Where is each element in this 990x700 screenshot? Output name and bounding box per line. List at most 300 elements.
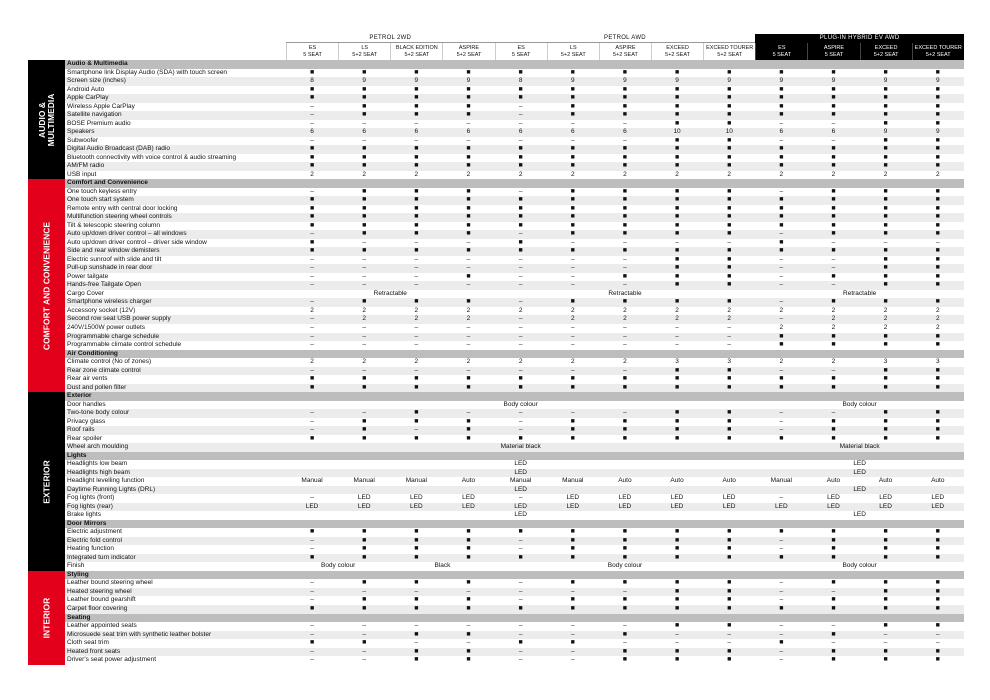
spec-span-cell: Material black — [500, 443, 541, 451]
spec-cell: ■ — [466, 596, 471, 604]
spec-label: Fog lights (front) — [67, 494, 115, 502]
spec-cell: ■ — [622, 528, 628, 536]
spec-cell: 10 — [725, 128, 733, 136]
spec-cell: ■ — [831, 553, 836, 561]
spec-cell: ■ — [518, 238, 523, 246]
section-comfort-and-convenience — [28, 179, 964, 392]
spec-cell: 8 — [518, 77, 523, 85]
spec-values — [286, 256, 964, 265]
spec-row — [28, 409, 964, 418]
spec-values — [286, 622, 964, 631]
spec-cell: ■ — [831, 213, 836, 221]
spec-cell: ■ — [466, 102, 471, 110]
spec-cell: Auto — [670, 477, 684, 485]
spec-cell: ■ — [622, 434, 628, 442]
spec-label: Remote entry with central door locking — [67, 204, 178, 212]
spec-cell: – — [623, 281, 627, 289]
variant-seats: 5+2 SEAT — [352, 51, 378, 58]
spec-cell: ■ — [831, 298, 836, 306]
spec-cell: ■ — [570, 528, 575, 536]
spec-cell: ■ — [622, 579, 628, 587]
spec-cell: ■ — [518, 528, 523, 536]
spec-cell: – — [362, 409, 367, 417]
spec-cell: 9 — [831, 77, 836, 85]
spec-cell: – — [831, 264, 836, 272]
spec-cell: – — [570, 647, 575, 655]
spec-cell: ■ — [883, 417, 888, 425]
spec-cell: ■ — [362, 68, 367, 76]
spec-cell: ■ — [674, 383, 680, 391]
spec-cell: – — [310, 366, 314, 374]
spec-cell: ■ — [674, 264, 680, 272]
spec-cell: ■ — [362, 187, 367, 195]
spec-cell: – — [518, 102, 523, 110]
spec-values — [286, 648, 964, 657]
spec-label: Side and rear window demisters — [67, 247, 160, 255]
spec-cell: ■ — [674, 528, 680, 536]
variant-header-4 — [495, 43, 547, 60]
spec-cell: ■ — [362, 221, 367, 229]
subsection-header — [28, 179, 964, 188]
subsection-title: Comfort and Convenience — [67, 179, 148, 187]
spec-cell: ■ — [570, 247, 575, 255]
spec-label: Leather appointed seats — [67, 622, 137, 630]
spec-cell: – — [518, 536, 523, 544]
spec-cell: ■ — [414, 630, 419, 638]
spec-cell: ■ — [309, 213, 315, 221]
subsection-header — [28, 520, 964, 529]
spec-label: Privacy glass — [67, 417, 106, 425]
spec-row — [28, 103, 964, 112]
spec-cell: 9 — [362, 77, 367, 85]
variant-name: EXCEED — [666, 44, 689, 51]
spec-cell: ■ — [883, 383, 888, 391]
variant-name: EXCEED — [874, 44, 898, 51]
spec-values — [286, 77, 964, 86]
spec-cell: – — [570, 366, 575, 374]
spec-label: Fog lights (rear) — [67, 502, 113, 510]
spec-cell: ■ — [622, 647, 628, 655]
spec-cell: ■ — [831, 204, 836, 212]
spec-cell: ■ — [883, 434, 888, 442]
spec-cell: ■ — [570, 102, 575, 110]
spec-cell: – — [779, 647, 784, 655]
spec-cell: – — [623, 255, 627, 263]
spec-cell: 2 — [883, 306, 888, 314]
spec-label: Electric adjustment — [67, 528, 122, 536]
spec-cell: – — [518, 579, 523, 587]
spec-cell: – — [623, 409, 627, 417]
spec-cell: ■ — [727, 383, 732, 391]
spec-cell: – — [362, 136, 367, 144]
spec-cell: ■ — [935, 281, 940, 289]
spec-values — [286, 307, 964, 316]
spec-cell: – — [414, 136, 419, 144]
spec-cell: ■ — [883, 298, 888, 306]
spec-cell: ■ — [831, 579, 836, 587]
spec-cell: ■ — [779, 68, 784, 76]
spec-cell: – — [831, 366, 836, 374]
spec-cell: ■ — [883, 366, 888, 374]
spec-span-cell: Body colour — [320, 562, 356, 570]
spec-cell: ■ — [727, 255, 732, 263]
spec-cell: ■ — [779, 85, 784, 93]
spec-values — [286, 554, 964, 563]
spec-cell: – — [518, 315, 523, 323]
spec-label: Speakers — [67, 128, 95, 136]
spec-cell: ■ — [414, 528, 419, 536]
spec-values — [286, 656, 964, 665]
variant-name: ES — [517, 44, 525, 51]
spec-cell: ■ — [414, 221, 419, 229]
spec-row — [28, 94, 964, 103]
spec-cell: ■ — [831, 341, 836, 349]
spec-cell: ■ — [831, 247, 836, 255]
variant-seats: 5+2 SEAT — [873, 51, 899, 58]
spec-cell: ■ — [674, 213, 680, 221]
variant-name: ASPIRE — [615, 44, 636, 51]
spec-span-cell: LED — [853, 468, 866, 476]
spec-cell: ■ — [622, 153, 628, 161]
spec-label: Dust and pollen filter — [67, 383, 127, 391]
spec-cell: – — [518, 630, 523, 638]
spec-cell: ■ — [674, 162, 680, 170]
spec-label: Headlights low beam — [67, 460, 128, 468]
spec-values — [286, 222, 964, 231]
spec-cell: ■ — [518, 162, 523, 170]
spec-cell: ■ — [362, 247, 367, 255]
spec-row — [28, 545, 964, 554]
spec-cell: ■ — [414, 94, 419, 102]
spec-cell: – — [623, 332, 627, 340]
spec-cell: ■ — [779, 332, 784, 340]
spec-cell: – — [414, 272, 419, 280]
spec-cell: ■ — [727, 264, 732, 272]
spec-cell: 6 — [466, 128, 471, 136]
spec-row — [28, 384, 964, 393]
spec-cell: – — [518, 656, 523, 664]
spec-row — [28, 333, 964, 342]
spec-cell: ■ — [674, 145, 680, 153]
spec-cell: ■ — [883, 221, 888, 229]
spec-cell: – — [466, 281, 471, 289]
spec-cell: – — [675, 639, 679, 647]
spec-values — [286, 562, 964, 571]
spec-label: Accessory socket (12V) — [67, 306, 136, 314]
spec-cell: ■ — [727, 213, 732, 221]
spec-cell: ■ — [831, 426, 836, 434]
spec-cell: ■ — [622, 298, 628, 306]
spec-cell: ■ — [727, 375, 732, 383]
spec-cell: ■ — [674, 94, 680, 102]
spec-span-cell: Black — [434, 562, 451, 570]
spec-cell: – — [570, 281, 575, 289]
section-interior — [28, 571, 964, 665]
spec-cell: – — [570, 238, 575, 246]
spec-cell: – — [466, 587, 471, 595]
spec-cell: ■ — [883, 272, 888, 280]
spec-cell: ■ — [570, 196, 575, 204]
spec-cell: – — [362, 332, 367, 340]
spec-cell: ■ — [309, 238, 315, 246]
spec-cell: Manual — [353, 477, 375, 485]
spec-cell: ■ — [362, 553, 367, 561]
spec-cell: ■ — [883, 162, 888, 170]
spec-cell: ■ — [779, 162, 784, 170]
spec-cell: ■ — [935, 187, 940, 195]
spec-cell: – — [570, 264, 575, 272]
spec-cell: ■ — [362, 596, 367, 604]
spec-cell: 2 — [883, 315, 888, 323]
spec-cell: – — [779, 596, 784, 604]
spec-row — [28, 588, 964, 597]
spec-cell: ■ — [674, 187, 680, 195]
spec-span-cell: Retractable — [373, 289, 407, 297]
spec-cell: 2 — [623, 170, 627, 178]
spec-cell: ■ — [674, 366, 680, 374]
spec-cell: ■ — [570, 383, 575, 391]
spec-cell: – — [362, 264, 367, 272]
subsection-header — [28, 571, 964, 580]
variant-seats: 5+2 SEAT — [404, 51, 430, 58]
spec-label: USB input — [67, 170, 97, 178]
spec-label: Screen size (inches) — [67, 77, 126, 85]
spec-span-cell: Retractable — [843, 289, 877, 297]
spec-cell: 2 — [570, 306, 575, 314]
spec-cell: – — [779, 272, 784, 280]
spec-span-cell: Retractable — [608, 289, 642, 297]
spec-cell: LED — [462, 494, 475, 502]
spec-values — [286, 333, 964, 342]
spec-cell: ■ — [466, 272, 471, 280]
variant-header-9 — [755, 43, 807, 60]
spec-cell: – — [518, 494, 523, 502]
spec-cell: – — [414, 332, 419, 340]
spec-cell: ■ — [570, 162, 575, 170]
spec-cell: 2 — [518, 170, 523, 178]
spec-cell: ■ — [935, 656, 940, 664]
spec-cell: – — [779, 136, 784, 144]
spec-cell: ■ — [622, 221, 628, 229]
spec-row — [28, 596, 964, 605]
section-band — [28, 179, 65, 392]
spec-cell: ■ — [362, 383, 367, 391]
spec-cell: LED — [827, 502, 840, 510]
spec-cell: ■ — [674, 247, 680, 255]
section-title: INTERIOR — [41, 597, 51, 639]
section-audio-multimedia — [28, 60, 964, 179]
spec-cell: 3 — [883, 358, 888, 366]
spec-cell: – — [466, 341, 471, 349]
spec-cell: ■ — [727, 605, 732, 612]
spec-cell: ■ — [727, 536, 732, 544]
spec-cell: ■ — [518, 553, 523, 561]
spec-cell: 2 — [831, 306, 836, 314]
spec-row — [28, 605, 964, 614]
spec-cell: – — [362, 238, 367, 246]
spec-cell: – — [310, 323, 314, 331]
section-exterior — [28, 392, 964, 571]
spec-cell: ■ — [570, 426, 575, 434]
spec-values — [286, 247, 964, 256]
spec-cell: ■ — [831, 196, 836, 204]
spec-cell: LED — [775, 502, 788, 510]
variant-header-row — [286, 43, 964, 60]
spec-cell: ■ — [466, 187, 471, 195]
spec-cell: – — [310, 332, 314, 340]
spec-label: Digital Audio Broadcast (DAB) radio — [67, 145, 170, 153]
spec-values — [286, 154, 964, 163]
spec-values — [286, 128, 964, 137]
spec-cell: – — [310, 341, 314, 349]
spec-cell: ■ — [935, 264, 940, 272]
spec-cell: ■ — [935, 426, 940, 434]
spec-cell: 2 — [727, 315, 731, 323]
spec-cell: – — [623, 341, 627, 349]
spec-cell: ■ — [935, 153, 940, 161]
spec-label: Wheel arch moulding — [67, 443, 129, 451]
spec-cell: – — [623, 639, 627, 647]
spec-cell: ■ — [831, 68, 836, 76]
spec-cell: – — [362, 323, 367, 331]
spec-span-cell: Body colour — [842, 400, 877, 408]
spec-row — [28, 205, 964, 214]
spec-row — [28, 239, 964, 248]
spec-values — [286, 486, 964, 495]
spec-cell: ■ — [570, 221, 575, 229]
spec-cell: ■ — [831, 162, 836, 170]
spec-cell: ■ — [779, 94, 784, 102]
spec-cell: ■ — [309, 528, 315, 536]
spec-values — [286, 631, 964, 640]
spec-cell: ■ — [935, 409, 940, 417]
spec-cell: – — [831, 639, 836, 647]
spec-cell: ■ — [466, 383, 471, 391]
spec-cell: – — [570, 272, 575, 280]
spec-cell: ■ — [935, 536, 940, 544]
spec-cell: – — [518, 622, 523, 630]
spec-cell: ■ — [779, 204, 784, 212]
spec-cell: ■ — [466, 426, 471, 434]
spec-label: Climate control (No of zones) — [67, 358, 152, 366]
spec-row — [28, 401, 964, 410]
spec-cell: ■ — [831, 383, 836, 391]
spec-cell: 2 — [831, 358, 836, 366]
spec-cell: – — [779, 298, 784, 306]
spec-cell: ■ — [727, 366, 732, 374]
spec-cell: ■ — [518, 68, 523, 76]
spec-cell: ■ — [727, 221, 732, 229]
spec-cell: 2 — [518, 306, 523, 314]
spec-cell: ■ — [883, 102, 888, 110]
spec-cell: 2 — [675, 170, 679, 178]
spec-cell: ■ — [570, 213, 575, 221]
spec-row — [28, 264, 964, 273]
spec-cell: LED — [566, 494, 580, 502]
spec-cell: ■ — [727, 153, 732, 161]
spec-cell: ■ — [570, 94, 575, 102]
spec-cell: ■ — [883, 230, 888, 238]
spec-cell: 9 — [779, 77, 784, 85]
variant-seats: 5+2 SEAT — [717, 51, 743, 58]
spec-cell: – — [570, 630, 575, 638]
spec-cell: – — [518, 136, 523, 144]
spec-cell: ■ — [779, 153, 784, 161]
spec-cell: ■ — [309, 196, 315, 204]
spec-label: Multifunction steering wheel controls — [67, 213, 172, 221]
spec-cell: ■ — [518, 213, 523, 221]
group-header-row — [286, 34, 964, 43]
spec-values — [286, 205, 964, 214]
spec-cell: – — [362, 255, 367, 263]
spec-cell: ■ — [674, 119, 680, 127]
spec-cell: – — [518, 323, 523, 331]
spec-cell: – — [883, 630, 888, 638]
spec-cell: ■ — [518, 85, 523, 93]
spec-cell: ■ — [831, 187, 836, 195]
spec-cell: LED — [305, 502, 319, 510]
spec-cell: LED — [618, 494, 632, 502]
spec-cell: ■ — [622, 247, 628, 255]
spec-cell: ■ — [309, 247, 315, 255]
spec-cell: ■ — [779, 434, 784, 442]
spec-cell: ■ — [674, 536, 680, 544]
spec-cell: ■ — [309, 94, 315, 102]
spec-values — [286, 460, 964, 469]
spec-label: BOSE Premium audio — [67, 119, 131, 127]
spec-row — [28, 196, 964, 205]
spec-label: Integrated turn indicator — [67, 553, 136, 561]
spec-cell: ■ — [831, 85, 836, 93]
spec-cell: ■ — [935, 85, 940, 93]
subsection-title: Exterior — [67, 392, 92, 400]
spec-cell: ■ — [570, 545, 575, 553]
spec-cell: – — [310, 119, 314, 127]
spec-cell: ■ — [935, 545, 940, 553]
spec-cell: ■ — [518, 375, 523, 383]
spec-values — [286, 137, 964, 146]
spec-cell: ■ — [883, 68, 888, 76]
spec-cell: ■ — [674, 272, 680, 280]
spec-cell: ■ — [935, 647, 940, 655]
subsection-header — [28, 392, 964, 401]
spec-cell: ■ — [883, 145, 888, 153]
spec-cell: ■ — [570, 417, 575, 425]
spec-cell: LED — [566, 502, 580, 510]
spec-cell: LED — [670, 494, 684, 502]
spec-cell: LED — [410, 494, 423, 502]
spec-cell: ■ — [779, 145, 784, 153]
spec-cell: – — [518, 417, 523, 425]
spec-cell: – — [518, 545, 523, 553]
spec-cell: LED — [879, 494, 892, 502]
spec-cell: – — [779, 656, 784, 664]
spec-cell: ■ — [466, 647, 471, 655]
spec-cell: – — [518, 409, 523, 417]
spec-row — [28, 477, 964, 486]
spec-values — [286, 196, 964, 205]
spec-cell: – — [310, 596, 314, 604]
spec-row — [28, 77, 964, 86]
spec-cell: ■ — [779, 528, 784, 536]
spec-cell: LED — [722, 502, 736, 510]
spec-cell: ■ — [883, 622, 888, 630]
spec-cell: ■ — [727, 298, 732, 306]
spec-cell: – — [727, 630, 731, 638]
variant-header-6 — [599, 43, 651, 60]
spec-cell: ■ — [622, 536, 628, 544]
spec-cell: ■ — [570, 68, 575, 76]
